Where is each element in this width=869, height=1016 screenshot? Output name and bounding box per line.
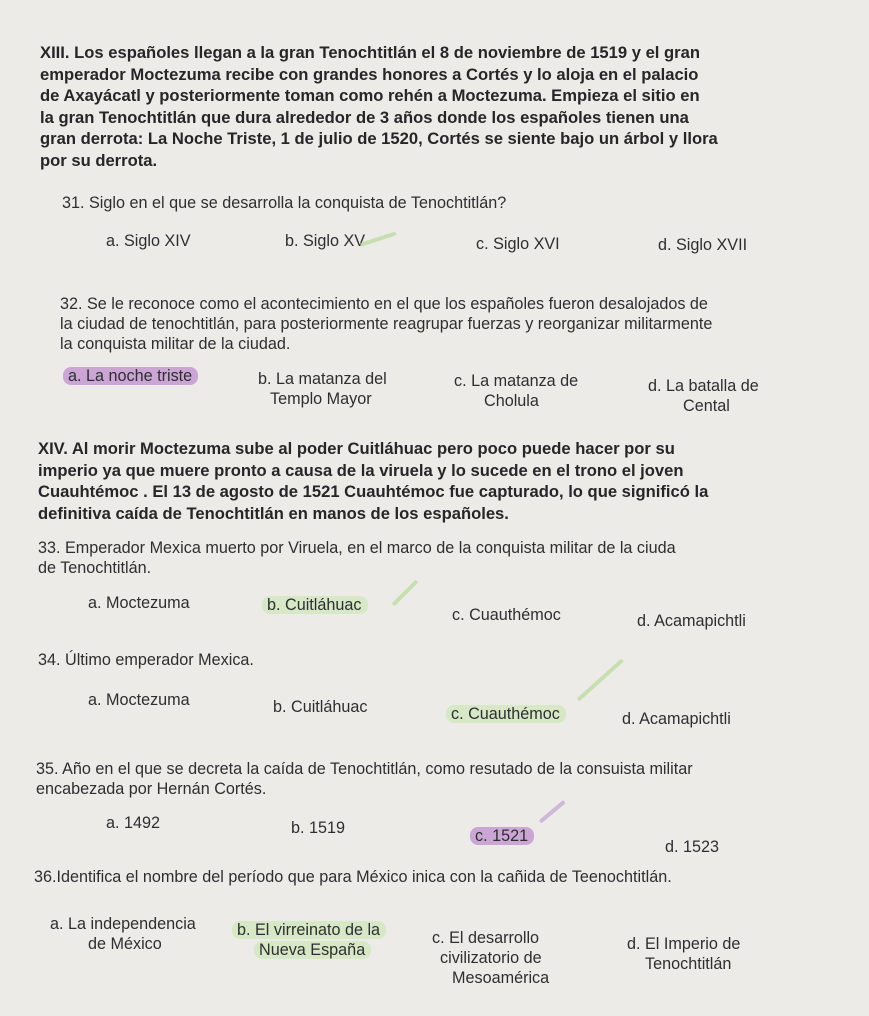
q32-option-c-line1: c. La matanza de	[454, 372, 579, 390]
q32-option-a-label: a. La noche triste	[63, 367, 198, 385]
q36-option-d-line1: d. El Imperio de	[627, 935, 741, 953]
q33-option-b[interactable]	[262, 595, 368, 615]
q31-option-c[interactable]: c. Siglo XVI	[476, 235, 560, 253]
q34-option-b[interactable]: b. Cuitláhuac	[273, 698, 368, 716]
section-13-line: gran derrota: La Noche Triste, 1 de julio de 1520, Cortés se siente bajo un árbol y llora	[40, 129, 718, 148]
q32-option-b-line1: b. La matanza del	[258, 370, 387, 388]
q31-option-a[interactable]: a. Siglo XIV	[106, 232, 191, 250]
q35-option-c[interactable]	[470, 826, 534, 846]
question-35-line: 35. Año en el que se decreta la caída de Tenochtitlán, como resutado de la consuista militar	[36, 760, 693, 778]
q33-option-a[interactable]: a. Moctezuma	[88, 594, 190, 612]
q36-option-d-line2: Tenochtitlán	[645, 955, 732, 973]
q36-option-a-line2: de México	[88, 935, 162, 953]
q36-option-b-label1: b. El virreinato de la	[232, 921, 386, 939]
q32-option-d-line2: Cental	[683, 397, 730, 415]
section-13-line: XIII. Los españoles llegan a la gran Tenochtitlán el 8 de noviembre de 1519 y el gran	[40, 43, 700, 62]
question-34: 34. Último emperador Mexica.	[38, 651, 254, 669]
q36-option-c[interactable]	[432, 928, 549, 988]
q33-highlight-mark	[392, 580, 419, 607]
question-33-line: 33. Emperador Mexica muerto por Viruela, en el marco de la conquista militar de la ciuda	[38, 539, 676, 557]
q36-option-b[interactable]	[232, 920, 386, 960]
q36-option-c-line2: civilizatorio de	[440, 949, 542, 967]
q34-option-c[interactable]	[446, 704, 566, 724]
q33-option-c[interactable]: c. Cuauthémoc	[452, 606, 561, 624]
q36-option-a-line1: a. La independencia	[50, 915, 196, 933]
q34-option-d[interactable]: d. Acamapichtli	[622, 710, 731, 728]
q35-option-d[interactable]: d. 1523	[665, 838, 720, 856]
question-36: 36.Identifica el nombre del período que para México inica con la cañida de Teenochtitlán.	[34, 868, 672, 886]
section-14-paragraph	[38, 438, 708, 524]
q32-option-b-line2: Templo Mayor	[270, 390, 372, 408]
q34-option-c-label: c. Cuauthémoc	[446, 705, 566, 723]
q33-option-d[interactable]: d. Acamapichtli	[637, 612, 746, 630]
section-13-line: por su derrota.	[40, 150, 158, 170]
q35-option-c-label: c. 1521	[470, 827, 534, 845]
q36-option-a[interactable]	[50, 914, 196, 954]
q36-option-c-line3: Mesoamérica	[452, 969, 550, 987]
section-13-line: emperador Moctezuma recibe con grandes honores a Cortés y lo aloja en el palacio	[40, 64, 699, 84]
q32-option-c-line2: Cholula	[484, 392, 539, 410]
q32-option-a[interactable]	[63, 366, 198, 386]
question-32	[60, 294, 712, 354]
question-33	[38, 538, 676, 578]
section-13-paragraph	[40, 42, 718, 171]
q31-option-d[interactable]: d. Siglo XVII	[658, 236, 748, 254]
question-35	[36, 759, 693, 799]
question-31: 31. Siglo en el que se desarrolla la conquista de Tenochtitlán?	[62, 194, 507, 212]
section-13-line: de Axayácatl y posteriormente toman como rehén a Moctezuma. Empieza el sitio en	[40, 86, 700, 105]
q33-option-b-label: b. Cuitláhuac	[262, 596, 368, 614]
section-13-line: la gran Tenochtitlán que dura alrededor de 3 años donde los españoles tienen una	[40, 107, 689, 127]
q36-option-b-label2: Nueva España	[254, 941, 371, 959]
q36-option-b-line2	[232, 940, 386, 960]
q35-highlight-mark	[539, 800, 566, 824]
section-14-line: XIV. Al morir Moctezuma sube al poder Cuitláhuac pero poco puede hacer por su	[38, 439, 675, 458]
section-14-line: definitiva caída de Tenochtitlán en manos de los españoles.	[38, 503, 509, 523]
question-32-line: 32. Se le reconoce como el acontecimiento en el que los españoles fueron desalojados de	[60, 295, 708, 313]
q36-option-d[interactable]	[627, 934, 740, 974]
q36-option-b-line1	[232, 920, 386, 940]
q35-option-a[interactable]: a. 1492	[106, 814, 161, 832]
question-32-line: la conquista militar de la ciudad.	[60, 335, 291, 353]
q32-option-d[interactable]	[648, 376, 759, 416]
q32-option-c[interactable]	[454, 371, 578, 411]
q36-option-c-line1: c. El desarrollo	[432, 929, 540, 947]
question-33-line: de Tenochtitlán.	[38, 559, 152, 577]
section-14-line: Cuauhtémoc . El 13 de agosto de 1521 Cuauhtémoc fue capturado, lo que significó la	[38, 482, 709, 501]
q32-option-b[interactable]	[258, 369, 387, 409]
q34-option-a[interactable]: a. Moctezuma	[88, 691, 190, 709]
q35-option-b[interactable]: b. 1519	[291, 819, 346, 837]
q31-option-b[interactable]: b. Siglo XV	[285, 232, 366, 250]
q32-option-d-line1: d. La batalla de	[648, 377, 759, 395]
question-35-line: encabezada por Hernán Cortés.	[36, 780, 267, 798]
question-32-line: la ciudad de tenochtitlán, para posteriormente reagrupar fuerzas y reorganizar militarmente	[60, 315, 713, 333]
q34-highlight-mark	[577, 658, 624, 701]
section-14-line: imperio ya que muere pronto a causa de la viruela y lo sucede en el trono el joven	[38, 460, 684, 480]
